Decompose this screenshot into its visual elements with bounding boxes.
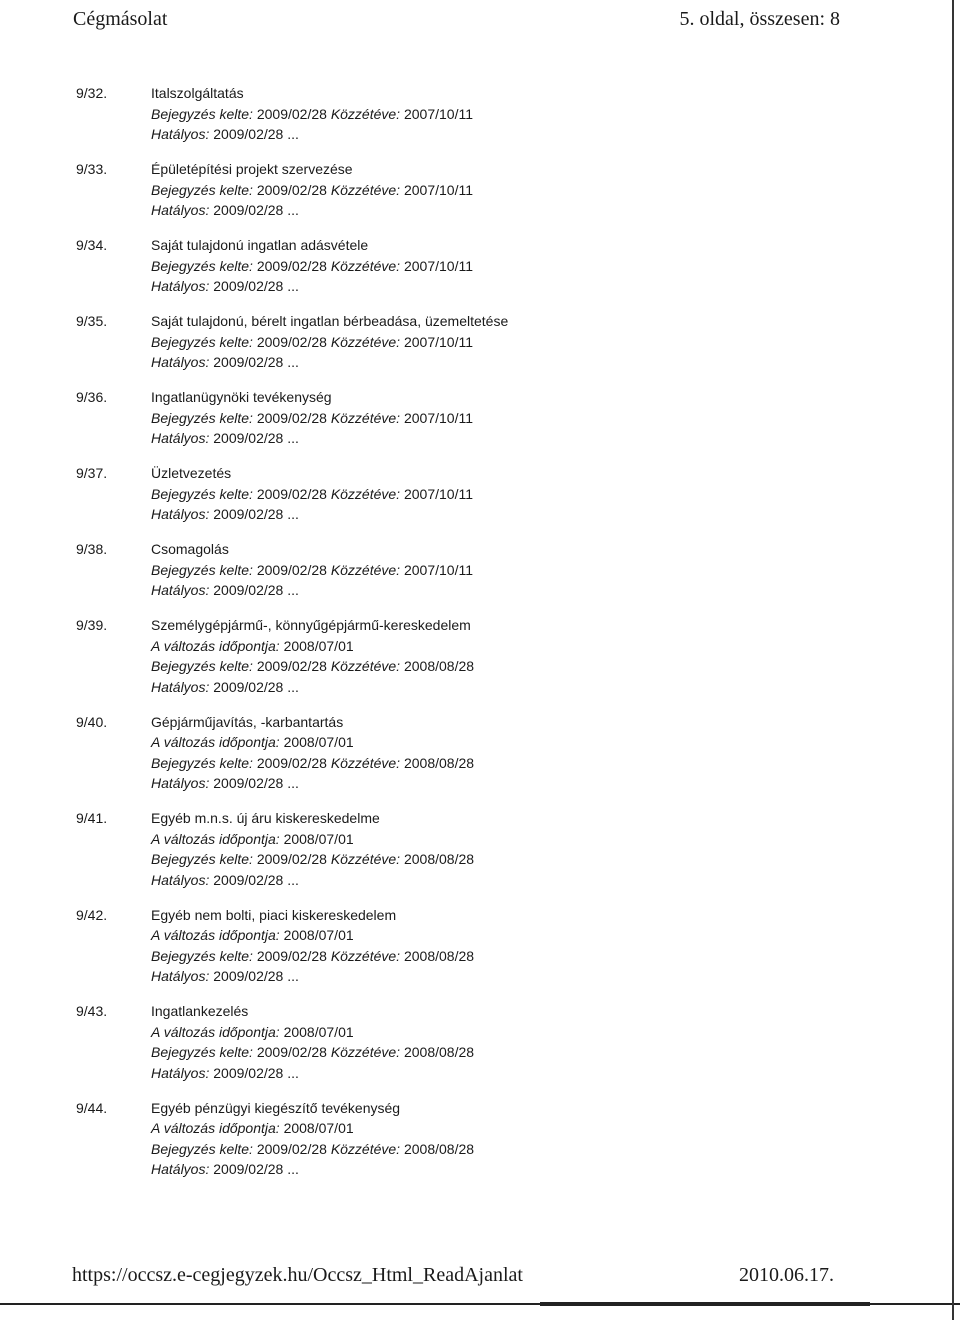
published-value: 2008/08/28 [403, 658, 475, 674]
published-label: Közzétéve: [330, 561, 401, 578]
change-date-label: A változás időpontja: [151, 927, 280, 943]
change-date-label: A változás időpontja: [151, 1120, 280, 1136]
entry-title-line [151, 905, 900, 926]
effective-line [151, 504, 900, 525]
registration-line [151, 560, 900, 581]
registration-date-label: Bejegyzés kelte: [151, 181, 253, 198]
activity-title: Egyéb nem bolti, piaci kiskereskedelem [151, 906, 397, 923]
registration-date-label: Bejegyzés kelte: [151, 754, 253, 771]
entry-details [151, 1098, 900, 1180]
entry [0, 539, 900, 601]
effective-label: Hatályos: [151, 1064, 210, 1081]
effective-label: Hatályos: [151, 202, 210, 218]
effective-label: Hatályos: [151, 126, 210, 142]
registration-date-value: 2009/02/28 [256, 561, 327, 578]
effective-line [151, 1063, 900, 1084]
entry [0, 1098, 900, 1180]
registration-date-value: 2009/02/28 [256, 333, 327, 350]
entry-details [151, 235, 900, 297]
change-date-value: 2008/07/01 [283, 637, 354, 654]
effective-line [151, 966, 900, 987]
activity-title: Személygépjármű-, könnyűgépjármű-kereskedelem [151, 617, 471, 633]
entry-number: 9/32. [76, 85, 108, 101]
entry-number: 9/35. [76, 313, 108, 329]
entry-title-line [151, 235, 900, 256]
effective-line [151, 1159, 900, 1180]
published-value: 2007/10/11 [403, 561, 473, 578]
published-value: 2008/08/28 [403, 947, 475, 964]
effective-line [151, 677, 900, 698]
entry-title-line [151, 83, 900, 104]
published-label: Közzétéve: [330, 947, 401, 964]
change-date-line [151, 636, 900, 657]
registration-line [151, 1042, 900, 1063]
published-value: 2007/10/11 [403, 485, 473, 502]
effective-value: 2009/02/28 ... [213, 506, 299, 522]
entry-number: 9/41. [76, 810, 108, 826]
bottom-rule-thick [540, 1302, 870, 1306]
entry-number: 9/37. [76, 465, 108, 481]
effective-line [151, 773, 900, 794]
published-label: Közzétéve: [330, 105, 401, 122]
registration-date-label: Bejegyzés kelte: [151, 333, 253, 350]
entry-title-line [151, 311, 900, 332]
change-date-label: A változás időpontja: [151, 637, 280, 654]
registration-date-value: 2009/02/28 [256, 485, 327, 502]
entry-details [151, 387, 900, 449]
activity-title: Ingatlanügynöki tevékenység [151, 389, 332, 405]
activity-title: Gépjárműjavítás, -karbantartás [151, 713, 344, 730]
effective-label: Hatályos: [151, 678, 210, 695]
entry-number: 9/42. [76, 906, 108, 923]
change-date-label: A változás időpontja: [151, 830, 280, 847]
entry [0, 808, 900, 890]
registration-date-value: 2009/02/28 [256, 1044, 327, 1060]
entry [0, 387, 900, 449]
registration-date-label: Bejegyzés kelte: [151, 1044, 253, 1060]
source-url: https://occsz.e-cegjegyzek.hu/Occsz_Html_ReadAjanlat [72, 1264, 523, 1286]
published-label: Közzétéve: [330, 1044, 401, 1060]
effective-label: Hatályos: [151, 775, 210, 791]
entry-list [0, 83, 900, 1194]
published-label: Közzétéve: [330, 181, 401, 198]
entry [0, 159, 900, 221]
document-title: Cégmásolat [73, 8, 168, 30]
published-label: Közzétéve: [330, 754, 401, 771]
entry-details [151, 808, 900, 890]
registration-line [151, 256, 900, 277]
entry-details [151, 905, 900, 987]
published-label: Közzétéve: [330, 333, 401, 350]
effective-line [151, 428, 900, 449]
entry-title-line [151, 463, 900, 484]
entry-details [151, 712, 900, 794]
effective-label: Hatályos: [151, 506, 210, 522]
entry-title-line [151, 159, 900, 180]
registration-date-label: Bejegyzés kelte: [151, 947, 253, 964]
activity-title: Egyéb pénzügyi kiegészítő tevékenység [151, 1099, 401, 1116]
registration-date-label: Bejegyzés kelte: [151, 851, 253, 867]
entry-details [151, 615, 900, 697]
change-date-line [151, 829, 900, 850]
scan-edge [952, 0, 954, 1320]
effective-line [151, 276, 900, 297]
published-value: 2008/08/28 [403, 851, 475, 867]
published-label: Közzétéve: [330, 257, 401, 274]
entry-title-line [151, 615, 900, 636]
entry [0, 83, 900, 145]
entry-title-line [151, 808, 900, 829]
published-value: 2007/10/11 [403, 181, 473, 198]
registration-date-value: 2009/02/28 [256, 181, 327, 198]
effective-value: 2009/02/28 ... [213, 968, 299, 984]
activity-title: Italszolgáltatás [151, 85, 244, 101]
effective-value: 2009/02/28 ... [213, 1064, 299, 1081]
registration-date-label: Bejegyzés kelte: [151, 658, 253, 674]
registration-date-label: Bejegyzés kelte: [151, 257, 253, 274]
change-date-line [151, 925, 900, 946]
change-date-label: A változás időpontja: [151, 1023, 280, 1040]
published-value: 2008/08/28 [403, 754, 475, 771]
entry-number: 9/43. [76, 1003, 108, 1019]
effective-line [151, 124, 900, 145]
registration-date-label: Bejegyzés kelte: [151, 1140, 253, 1157]
effective-label: Hatályos: [151, 354, 210, 370]
registration-date-value: 2009/02/28 [256, 257, 327, 274]
entry-details [151, 159, 900, 221]
effective-value: 2009/02/28 ... [213, 202, 299, 218]
published-value: 2008/08/28 [403, 1044, 475, 1060]
entry [0, 615, 900, 697]
published-value: 2007/10/11 [403, 409, 473, 426]
registration-date-value: 2009/02/28 [256, 851, 327, 867]
effective-line [151, 352, 900, 373]
entry-details [151, 311, 900, 373]
registration-line [151, 849, 900, 870]
entry-title-line [151, 387, 900, 408]
entry [0, 311, 900, 373]
effective-label: Hatályos: [151, 1161, 210, 1177]
effective-value: 2009/02/28 ... [213, 278, 299, 294]
published-value: 2007/10/11 [403, 257, 473, 274]
change-date-line [151, 1022, 900, 1043]
page-indicator: 5. oldal, összesen: 8 [679, 8, 840, 30]
registration-line [151, 753, 900, 774]
change-date-label: A változás időpontja: [151, 734, 280, 750]
activity-title: Ingatlankezelés [151, 1003, 249, 1019]
activity-title: Saját tulajdonú, bérelt ingatlan bérbeadása, üzemeltetése [151, 313, 509, 329]
published-value: 2008/08/28 [403, 1140, 475, 1157]
change-date-value: 2008/07/01 [283, 1023, 354, 1040]
effective-label: Hatályos: [151, 968, 210, 984]
registration-date-label: Bejegyzés kelte: [151, 485, 253, 502]
entry-number: 9/36. [76, 389, 108, 405]
registration-line [151, 332, 900, 353]
entry-details [151, 539, 900, 601]
change-date-value: 2008/07/01 [283, 1120, 354, 1136]
change-date-value: 2008/07/01 [283, 734, 354, 750]
effective-label: Hatályos: [151, 871, 210, 888]
effective-value: 2009/02/28 ... [213, 1161, 299, 1177]
published-label: Közzétéve: [330, 1140, 401, 1157]
entry-number: 9/40. [76, 713, 108, 730]
registration-line [151, 408, 900, 429]
entry [0, 1001, 900, 1083]
entry-title-line [151, 539, 900, 560]
change-date-line [151, 732, 900, 753]
effective-line [151, 870, 900, 891]
effective-label: Hatályos: [151, 430, 210, 446]
activity-title: Egyéb m.n.s. új áru kiskereskedelme [151, 810, 380, 826]
entry-number: 9/34. [76, 237, 108, 253]
change-date-line [151, 1118, 900, 1139]
published-label: Közzétéve: [330, 485, 401, 502]
effective-label: Hatályos: [151, 278, 210, 294]
registration-date-label: Bejegyzés kelte: [151, 105, 253, 122]
entry-number: 9/33. [76, 161, 108, 177]
effective-value: 2009/02/28 ... [213, 126, 299, 142]
print-date: 2010.06.17. [739, 1264, 834, 1286]
registration-date-value: 2009/02/28 [256, 754, 327, 771]
effective-line [151, 200, 900, 221]
entry-number: 9/44. [76, 1099, 108, 1116]
entry [0, 463, 900, 525]
entry-details [151, 1001, 900, 1083]
registration-date-value: 2009/02/28 [256, 409, 327, 426]
entry [0, 235, 900, 297]
change-date-value: 2008/07/01 [283, 830, 354, 847]
published-value: 2007/10/11 [403, 333, 473, 350]
published-label: Közzétéve: [330, 658, 401, 674]
entry-title-line [151, 712, 900, 733]
activity-title: Üzletvezetés [151, 465, 232, 481]
entry-details [151, 83, 900, 145]
activity-title: Csomagolás [151, 541, 229, 557]
registration-line [151, 484, 900, 505]
effective-value: 2009/02/28 ... [213, 582, 299, 598]
registration-date-label: Bejegyzés kelte: [151, 561, 253, 578]
entry [0, 905, 900, 987]
registration-line [151, 1139, 900, 1160]
registration-date-value: 2009/02/28 [256, 1140, 327, 1157]
activity-title: Saját tulajdonú ingatlan adásvétele [151, 237, 369, 253]
registration-date-value: 2009/02/28 [256, 105, 327, 122]
entry-title-line [151, 1001, 900, 1022]
registration-line [151, 656, 900, 677]
effective-line [151, 580, 900, 601]
registration-date-value: 2009/02/28 [256, 658, 327, 674]
registration-date-label: Bejegyzés kelte: [151, 409, 253, 426]
effective-value: 2009/02/28 ... [213, 678, 299, 695]
published-value: 2007/10/11 [403, 105, 473, 122]
registration-line [151, 104, 900, 125]
registration-line [151, 946, 900, 967]
entry-details [151, 463, 900, 525]
effective-value: 2009/02/28 ... [213, 430, 299, 446]
published-label: Közzétéve: [330, 851, 401, 867]
entry-number: 9/39. [76, 617, 108, 633]
effective-value: 2009/02/28 ... [213, 871, 299, 888]
entry-number: 9/38. [76, 541, 108, 557]
published-label: Közzétéve: [330, 409, 401, 426]
entry-title-line [151, 1098, 900, 1119]
activity-title: Épületépítési projekt szervezése [151, 161, 353, 177]
effective-value: 2009/02/28 ... [213, 775, 299, 791]
effective-value: 2009/02/28 ... [213, 354, 299, 370]
change-date-value: 2008/07/01 [283, 927, 354, 943]
effective-label: Hatályos: [151, 582, 210, 598]
entry [0, 712, 900, 794]
registration-date-value: 2009/02/28 [256, 947, 327, 964]
registration-line [151, 180, 900, 201]
